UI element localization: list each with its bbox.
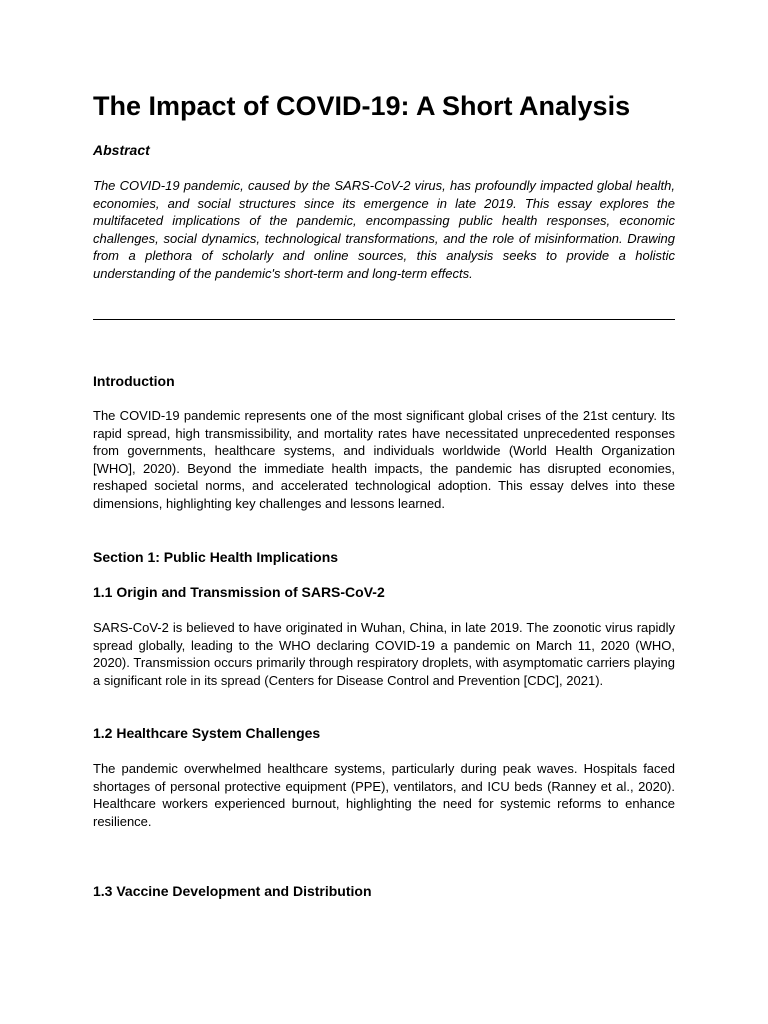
introduction-heading: Introduction: [93, 373, 175, 389]
subsection-1-1-text: SARS-CoV-2 is believed to have originated in Wuhan, China, in late 2019. The zoonotic virus rapidly spread globally, leading to the WHO declaring COVID-19 a pandemic on March 11, 2020 (WHO, 2020). Transmission occurs primarily through respiratory droplets, with asymptomatic carriers playing a significant role in its spread (Centers for Disease Control and Prevention [CDC], 2021).: [93, 620, 675, 688]
section-1-heading: Section 1: Public Health Implications: [93, 549, 339, 565]
document-title: The Impact of COVID-19: A Short Analysis: [93, 91, 631, 121]
section-divider: [93, 319, 675, 320]
introduction-text: The COVID-19 pandemic represents one of the most significant global crises of the 21st century. Its rapid spread, high transmissibility, and mortality rates have necessitated unprecedented responses from governments, healthcare systems, and individuals worldwide (World Health Organization [WHO], 2020). Beyond the immediate health impacts, the pandemic has disrupted economies, reshaped societal norms, and accelerated technological adoption. This essay delves into these dimensions, highlighting key challenges and lessons learned.: [93, 408, 675, 511]
subsection-1-1-heading: 1.1 Origin and Transmission of SARS-CoV-2: [93, 584, 385, 600]
subsection-1-2-heading: 1.2 Healthcare System Challenges: [93, 725, 321, 741]
abstract-text: The COVID-19 pandemic, caused by the SARS-CoV-2 virus, has profoundly impacted global health, economies, and social structures since its emergence in late 2019. This essay explores the multifaceted implications of the pandemic, encompassing public health responses, economic challenges, social dynamics, technological transformations, and the role of misinformation. Drawing from a plethora of scholarly and online sources, this analysis seeks to provide a holistic understanding of the pandemic's short-term and long-term effects.: [93, 178, 675, 281]
abstract-heading: Abstract: [93, 142, 150, 158]
subsection-1-3-heading: 1.3 Vaccine Development and Distribution: [93, 883, 372, 899]
subsection-1-2-text: The pandemic overwhelmed healthcare systems, particularly during peak waves. Hospitals faced shortages of personal protective equipment (PPE), ventilators, and ICU beds (Ranney et al., 2020). Healthcare workers experienced burnout, highlighting the need for systemic reforms to enhance resilience.: [93, 761, 675, 829]
